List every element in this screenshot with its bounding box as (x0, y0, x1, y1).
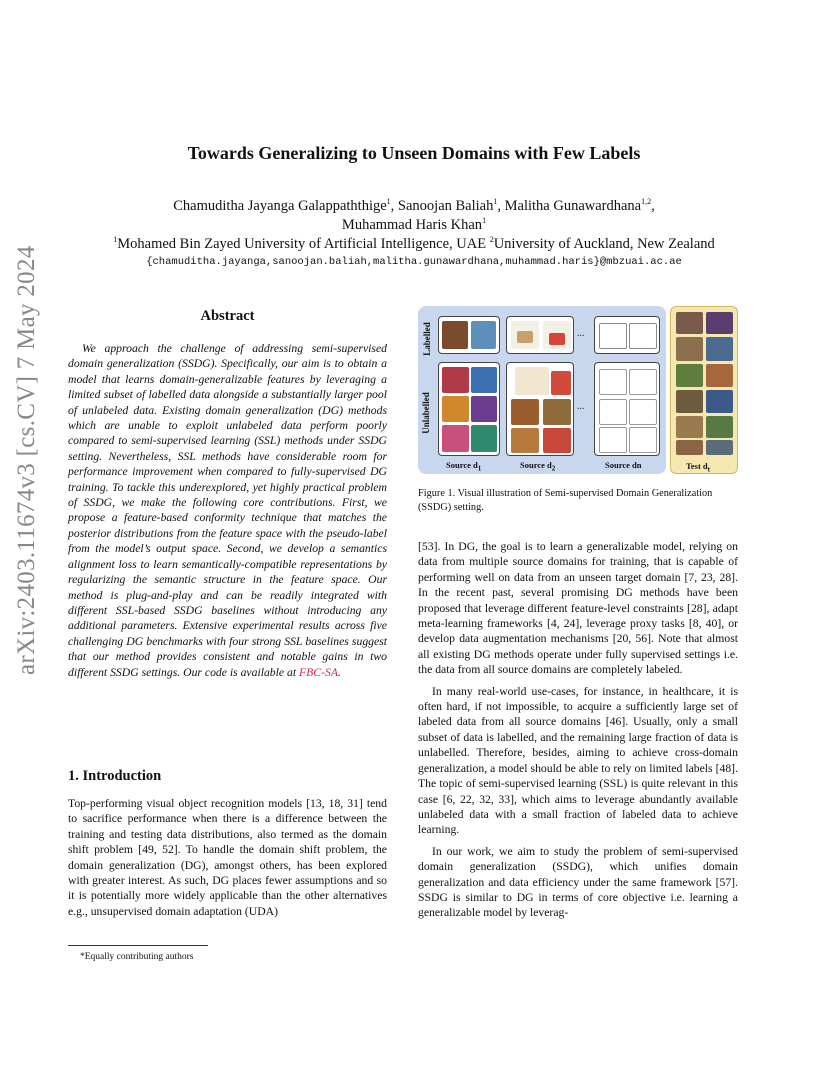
photo-thumb (676, 416, 703, 438)
author-2: , Sanoojan Baliah (390, 198, 494, 214)
painting-thumb (442, 425, 469, 452)
painting-thumb (442, 396, 469, 422)
source1-label (446, 460, 481, 473)
photo-thumb (706, 416, 733, 438)
source1-unlabelled-box (438, 362, 500, 456)
affiliation-2: University of Auckland, New Zealand (493, 236, 715, 252)
author-1: Chamuditha Jayanga Galappaththige (173, 198, 387, 214)
abstract-body (68, 341, 387, 680)
sketch-thumb (629, 399, 657, 425)
source1-sub: 1 (477, 464, 482, 473)
photo-thumb (676, 440, 703, 455)
affil-1-mark: 1 (113, 235, 118, 245)
photo-thumb (676, 337, 703, 361)
photo-thumb (706, 312, 733, 334)
sourcen-label: Source dn (605, 460, 642, 470)
cartoon-thumb (543, 428, 571, 453)
cartoon-house (549, 333, 565, 345)
painting-thumb (442, 321, 468, 349)
affiliation-1: Mohamed Bin Zayed University of Artificial Intelligence, UAE (117, 236, 490, 252)
intro-paragraph-4: In our work, we aim to study the problem of semi-supervised domain generalization (SSDG), which unifies domain generalization and data efficiency under the same framework [57]. SSDG is similar to DG in terms of core objective i.e. learning a generalizable model by leverag- (418, 844, 738, 920)
source2-text: Source d (520, 460, 552, 470)
intro-paragraph-3: In many real-world use-cases, for instance, in healthcare, it is often hard, if not impossible, to acquire a sufficiently large set of labeled data from all source domains [46]. Usually, only a small subset of data is labelled, and the remaining large fraction of data is unlabelled. Therefore, besides, aiming to achieve cross-domain generalization, a model should be able to rely on limited labels [48]. The topic of semi-supervised learning (SSL) is quite relevant in this case [6, 22, 32, 33], which aims to leverage abundantly available unlabeled data with a small fraction of labeled data to achieve learning. (418, 684, 738, 837)
author-4-affil: 1 (482, 216, 487, 226)
author-4: Muhammad Haris Khan (341, 217, 483, 233)
cartoon-dog (517, 331, 533, 343)
labelled-label: Labelled (421, 322, 432, 356)
photo-thumb (706, 337, 733, 361)
abstract-text: We approach the challenge of addressing semi-supervised domain generalization (SSDG). Specifically, our aim is to obtain a model that learns domain-generalizable features by leveraging a limited subset of labelled data alongside a substantially larger pool of unlabeled data. Existing domain generalization (DG) methods which are unable to exploit unlabeled data perform poorly compared to semi-supervised learning (SSL) methods under SSDG setting. Nevertheless, SSL methods have considerable room for performance improvement when compared to fully-supervised DG training. To tackle this underexplored, yet highly practical problem of SSDG, we make the following core contributions. First, we propose a feature-based conformity technique that matches the posterior distributions from the feature space with the pseudo-label from the model’s output space. Second, we develop a semantics alignment loss to learn semantically-compatible representations by regularizing the semantic structure in the feature space. Our method is plug-and-play and can be readily integrated with different SSL-based SSDG baselines without introducing any additional parameters. Extensive experimental results across five challenging DG benchmarks with four strong SSL baselines suggest that our method provides consistent and notable gains in two different SSDG settings. Our code is available at (68, 342, 387, 679)
footnote-rule (68, 945, 208, 946)
cartoon-thumb (515, 367, 549, 395)
abstract-end: . (337, 665, 341, 679)
abstract-heading: Abstract (200, 308, 255, 324)
author-1-affil: 1 (386, 197, 391, 207)
figure-1-caption: Figure 1. Visual illustration of Semi-supervised Domain Generalization (SSDG) setting. (418, 488, 713, 513)
code-link[interactable]: FBC-SA (299, 665, 338, 679)
ellipsis: ... (577, 328, 585, 339)
paper-title: Towards Generalizing to Unseen Domains with Few Labels (187, 143, 641, 163)
cartoon-thumb (543, 321, 571, 349)
photo-thumb (706, 390, 733, 413)
intro-paragraph-1 (68, 796, 387, 919)
right-column-body (418, 539, 738, 921)
sketch-thumb (629, 427, 657, 453)
photo-thumb (676, 390, 703, 413)
sketch-thumb (599, 323, 627, 349)
photo-thumb (676, 312, 703, 334)
test-sub: t (707, 465, 711, 474)
test-text: Test d (686, 461, 708, 471)
author-emails: {chamuditha.jayanga,sanoojan.baliah,malitha.gunawardhana,muhammad.haris}@mbzuai.ac.ae (146, 256, 682, 268)
arxiv-identifier: arXiv:2403.11674v3 [cs.CV] 7 May 2024 (13, 245, 40, 675)
sketch-thumb (599, 399, 627, 425)
cartoon-thumb (511, 428, 539, 453)
source1-labelled-box (438, 316, 500, 354)
sketch-thumb (629, 369, 657, 395)
photo-thumb (706, 440, 733, 455)
intro-text-1: Top-performing visual object recognition models [13, 18, 31] tend to sacrifice performance when there is a difference between the training and testing data distributions, also termed as the domain shift problem [49, 52]. To handle the domain shift problem, the domain generalization (DG), amongst others, has been explored with greater interest. As such, DG places fewer assumptions and so it is potentially more widely applicable than the other alternatives e.g., unsupervised domain adaptation (UDA) (68, 797, 387, 918)
cartoon-thumb (551, 371, 571, 395)
painting-thumb (471, 396, 497, 422)
intro-paragraph-2: [53]. In DG, the goal is to learn a generalizable model, relying on data from multiple source domains for training, that is capable of performing well on data from an unseen target domain [7, 23, 28]. In the recent past, several promising DG methods have been proposed that leverage different feature-level constraints [28], adapt meta-learning frameworks [4, 24], leverage proxy tasks [8, 40], or develop data augmentation mechanisms [20, 56]. Note that almost all existing DG methods operate under fully supervised settings i.e. the data from all source domains are completely labeled. (418, 540, 738, 677)
cartoon-thumb (511, 321, 539, 349)
source2-unlabelled-box (506, 362, 574, 456)
source1-text: Source d (446, 460, 478, 470)
painting-thumb (471, 425, 497, 452)
footnote: *Equally contributing authors (80, 952, 194, 962)
affiliations (0, 234, 828, 254)
author-2-affil: 1 (493, 197, 498, 207)
ellipsis: ... (577, 401, 585, 412)
affil-2-mark: 2 (489, 235, 494, 245)
sourcen-unlabelled-box (594, 362, 660, 456)
painting-thumb (471, 367, 497, 393)
painting-thumb (471, 321, 496, 349)
sketch-thumb (599, 369, 627, 395)
section-heading-introduction: 1. Introduction (68, 768, 162, 784)
cartoon-thumb (511, 399, 539, 425)
test-domain-panel (670, 306, 738, 474)
sourcen-labelled-box (594, 316, 660, 354)
source2-labelled-box (506, 316, 574, 354)
painting-thumb (442, 367, 469, 393)
authors-line-2 (0, 215, 828, 235)
source-domains-panel (418, 306, 666, 474)
authors-line-1 (0, 196, 828, 216)
author-sep: , (651, 198, 655, 214)
sketch-thumb (629, 323, 657, 349)
cartoon-thumb (543, 399, 571, 425)
photo-thumb (706, 364, 733, 387)
sketch-thumb (599, 427, 627, 453)
source2-sub: 2 (551, 464, 556, 473)
source2-label (520, 460, 555, 473)
photo-thumb (676, 364, 703, 387)
unlabelled-label: Unlabelled (420, 392, 431, 434)
figure-1 (418, 306, 740, 476)
test-label (686, 461, 710, 474)
author-3-affil: 1,2 (641, 197, 652, 207)
author-3: , Malitha Gunawardhana (497, 198, 642, 214)
